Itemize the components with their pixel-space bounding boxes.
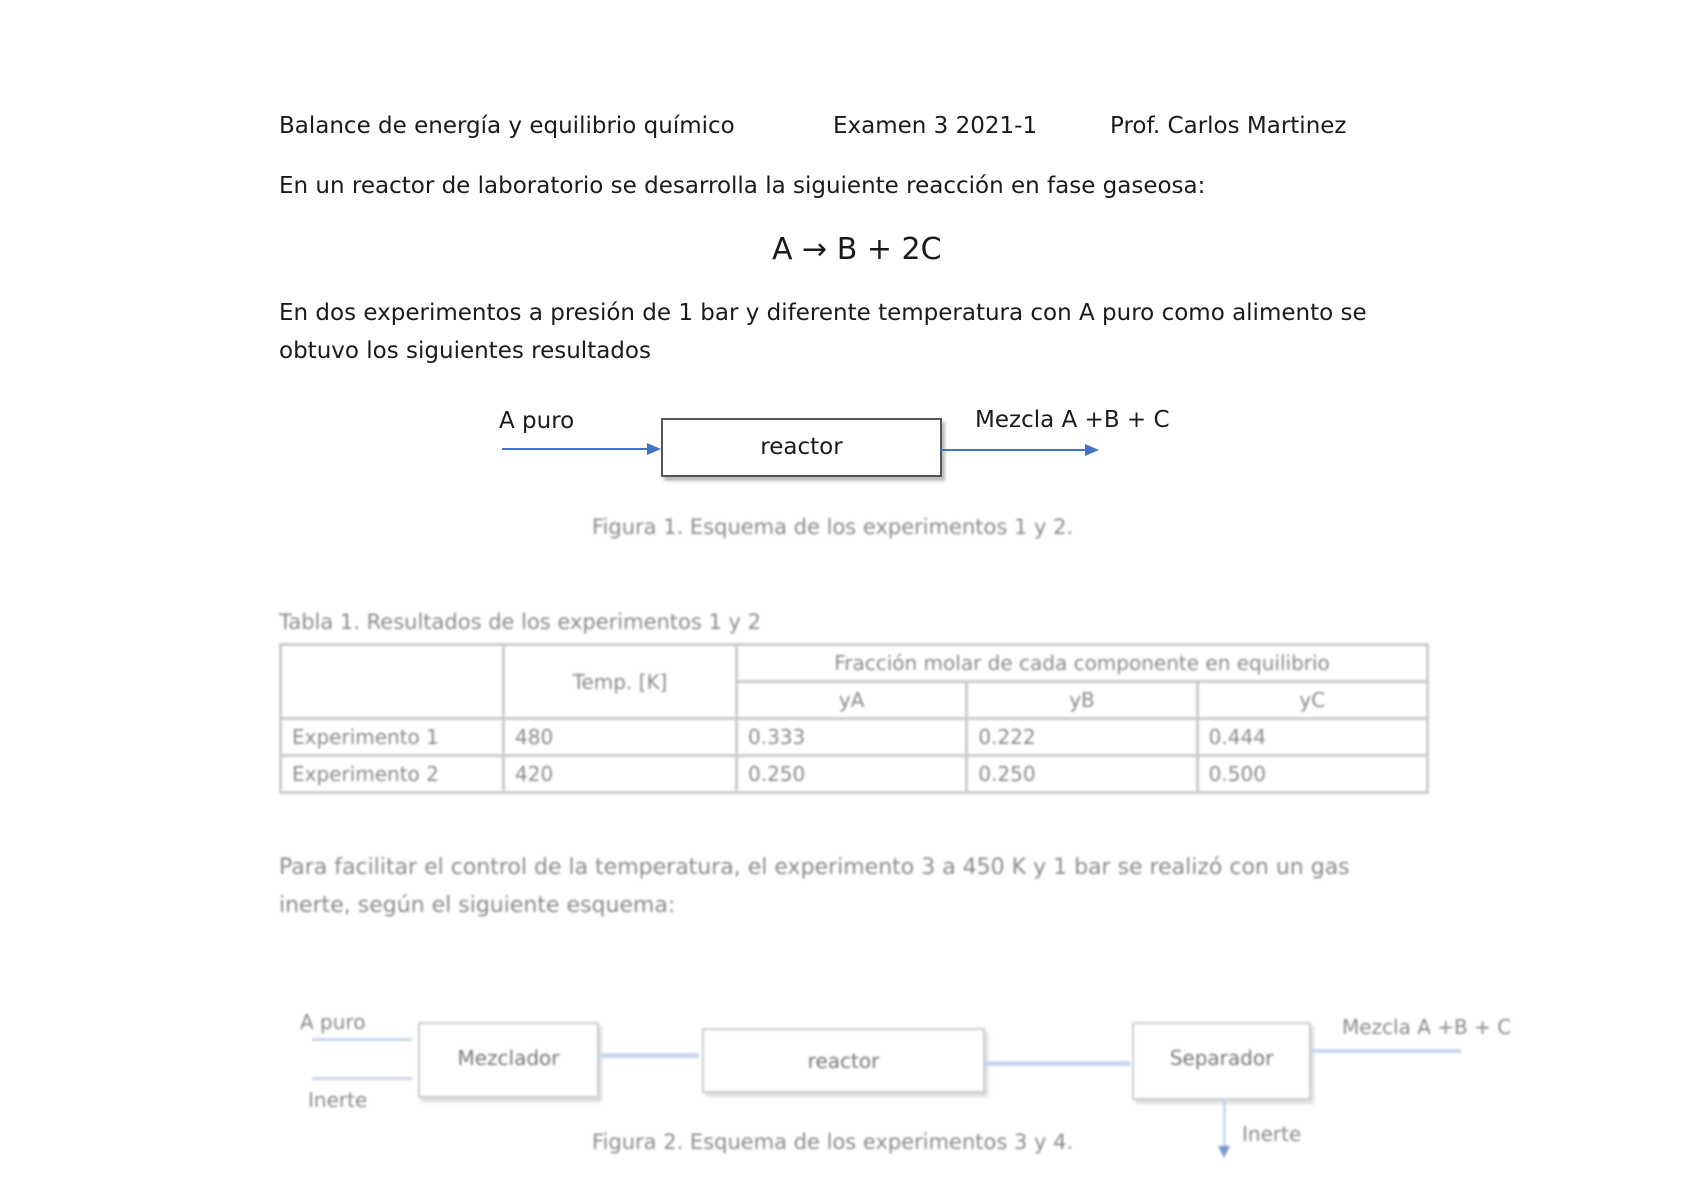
row-label: Experimento 1 [281,719,504,756]
table-row [281,719,1428,756]
intro-text: En un reactor de laboratorio se desarrolla la siguiente reacción en fase gaseosa: [279,173,1206,199]
input-label: A puro [499,408,575,434]
paragraph-2-line-2: inerte, según el siguiente esquema: [279,893,676,918]
empty-header-cell [281,645,504,719]
yb-cell: 0.222 [967,719,1197,756]
results-table [279,643,1429,794]
paragraph-2-line-1: Para facilitar el control de la temperatura, el experimento 3 a 450 K y 1 bar se realizó con un gas [279,855,1350,880]
table-row [281,756,1428,793]
paragraph-1-line-2: obtuvo los siguientes resultados [279,338,651,364]
input-a-label: A puro [300,1010,366,1034]
row-label: Experimento 2 [281,756,504,793]
reactor-label: reactor [760,434,843,460]
yc-cell: 0.500 [1197,756,1427,793]
reactor-box [661,418,942,477]
reactor-label: reactor [807,1049,880,1073]
figure-2-caption: Figura 2. Esquema de los experimentos 3 y 4. [592,1130,1074,1154]
yb-cell: 0.250 [967,756,1197,793]
purge-line [1223,1098,1226,1148]
purge-label: Inerte [1242,1122,1302,1146]
yc-header: yC [1197,682,1427,719]
arrow-down-icon [1218,1146,1230,1158]
mixer-label: Mezclador [457,1046,560,1070]
separator-box [1132,1022,1311,1100]
temp-header: Temp. [K] [504,645,737,719]
mixer-reactor-line [599,1053,699,1058]
output-label: Mezcla A +B + C [1342,1015,1512,1039]
ya-cell: 0.333 [737,719,967,756]
arrow-icon [647,443,661,455]
exam-label: Examen 3 2021-1 [833,113,1038,139]
output-stream-line [940,449,1095,451]
reaction-equation: A → B + 2C [772,232,942,267]
paragraph-1-line-1: En dos experimentos a presión de 1 bar y diferente temperatura con A puro como alimento se [279,300,1367,326]
output-label: Mezcla A +B + C [975,407,1170,433]
separator-label: Separador [1169,1046,1274,1070]
reactor-separator-line [985,1061,1130,1066]
course-title: Balance de energía y equilibrio químico [279,113,735,139]
input-a-line [312,1038,412,1041]
figure-1-caption: Figura 1. Esquema de los experimentos 1 y 2. [592,515,1074,539]
yb-header: yB [967,682,1197,719]
yc-cell: 0.444 [1197,719,1427,756]
ya-header: yA [737,682,967,719]
professor-name: Prof. Carlos Martinez [1110,113,1347,139]
output-line [1311,1049,1461,1053]
input-stream-line [502,448,648,450]
input-inert-label: Inerte [308,1088,368,1112]
temp-cell: 420 [504,756,737,793]
input-inert-line [312,1077,412,1080]
arrow-icon [1085,444,1099,456]
mixer-box [418,1022,599,1098]
reactor-box [702,1028,985,1093]
table-1-caption: Tabla 1. Resultados de los experimentos 1 y 2 [279,610,761,634]
temp-cell: 480 [504,719,737,756]
ya-cell: 0.250 [737,756,967,793]
mole-fraction-header: Fracción molar de cada componente en equilibrio [737,645,1428,682]
